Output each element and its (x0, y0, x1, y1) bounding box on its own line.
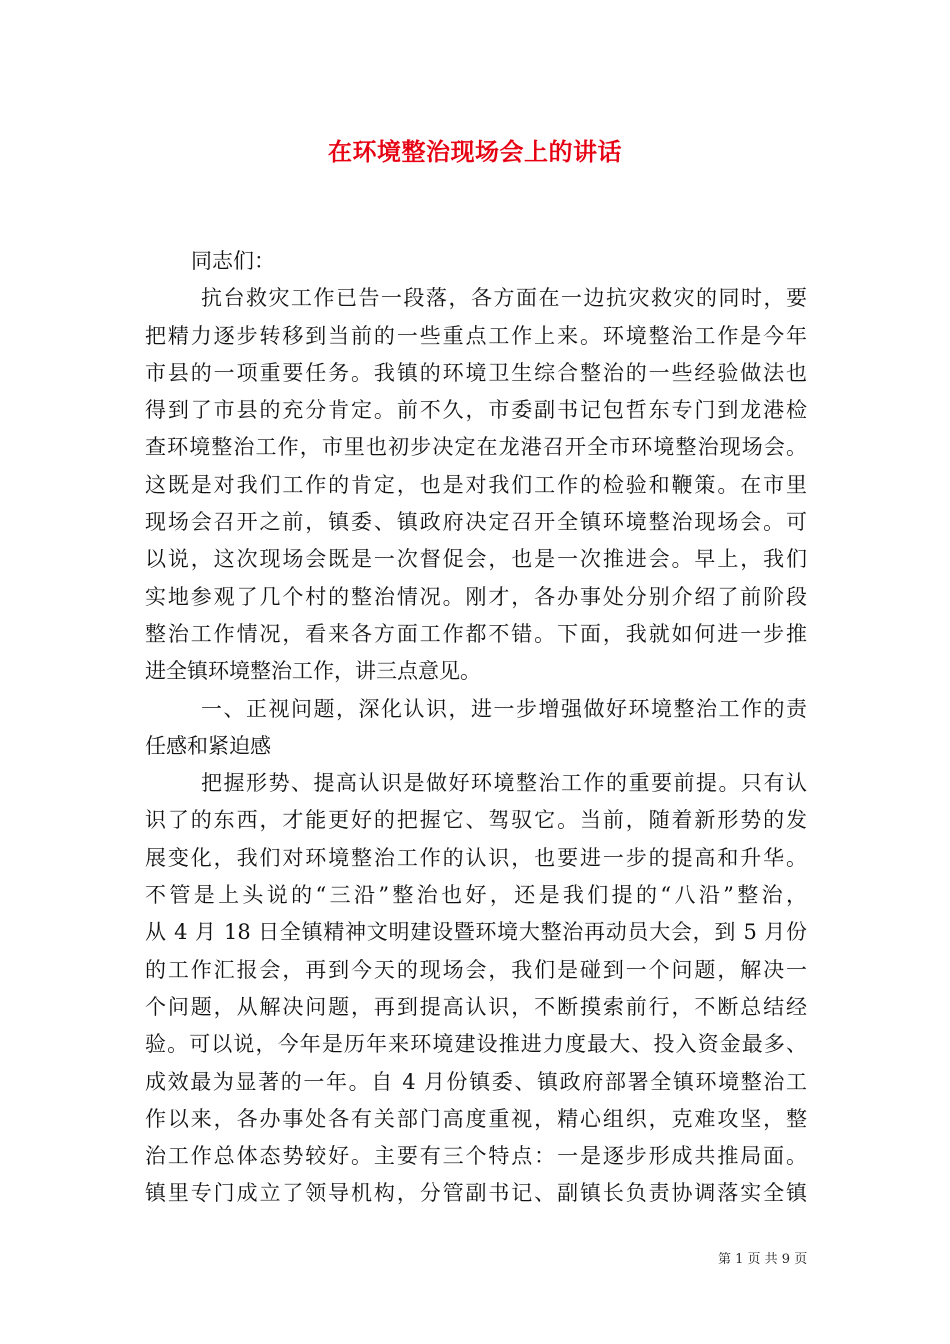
paragraph-line: 不管是上头说的“三沿”整治也好，还是我们提的“八沿”整治， (145, 883, 807, 908)
paragraph-line: 把握形势、提高认识是做好环境整治工作的重要前提。只有认 (201, 771, 807, 796)
paragraph-line: 整治工作情况，看来各方面工作都不错。下面，我就如何进一步推 (145, 621, 807, 646)
paragraph-line: 以说，这次现场会既是一次督促会，也是一次推进会。早上，我们 (145, 547, 807, 572)
paragraph-line: 现场会召开之前，镇委、镇政府决定召开全镇环境整治现场会。可 (145, 510, 807, 535)
paragraph-line: 的工作汇报会，再到今天的现场会，我们是碰到一个问题，解决一 (145, 957, 807, 982)
section-heading: 任感和紧迫感 (145, 733, 271, 758)
paragraph-line: 作以来，各办事处各有关部门高度重视，精心组织，克难攻坚，整 (145, 1106, 807, 1131)
paragraph-line: 实地参观了几个村的整治情况。刚才，各办事处分别介绍了前阶段 (145, 584, 807, 609)
paragraph-line: 抗台救灾工作已告一段落，各方面在一边抗灾救灾的同时，要 (201, 286, 807, 311)
paragraph-line: 验。可以说，今年是历年来环境建设推进力度最大、投入资金最多、 (145, 1032, 807, 1057)
paragraph-line: 展变化，我们对环境整治工作的认识，也要进一步的提高和升华。 (145, 845, 807, 870)
paragraph-line: 识了的东西，才能更好的把握它、驾驭它。当前，随着新形势的发 (145, 808, 807, 833)
paragraph-line: 把精力逐步转移到当前的一些重点工作上来。环境整治工作是今年 (145, 323, 807, 348)
paragraph-line: 得到了市县的充分肯定。前不久，市委副书记包哲东专门到龙港检 (145, 398, 807, 423)
paragraph-line: 治工作总体态势较好。主要有三个特点：一是逐步形成共推局面。 (145, 1144, 807, 1169)
paragraph-line: 这既是对我们工作的肯定，也是对我们工作的检验和鞭策。在市里 (145, 472, 807, 497)
paragraph-line: 进全镇环境整治工作，讲三点意见。 (145, 659, 481, 684)
paragraph-line: 个问题，从解决问题，再到提高认识，不断摸索前行，不断总结经 (145, 994, 807, 1019)
document-body (145, 243, 807, 1213)
paragraph-line: 从 4 月 18 日全镇精神文明建设暨环境大整治再动员大会，到 5 月份 (145, 920, 807, 945)
paragraph-line: 市县的一项重要任务。我镇的环境卫生综合整治的一些经验做法也 (145, 360, 807, 385)
paragraph-line: 镇里专门成立了领导机构，分管副书记、副镇长负责协调落实全镇 (145, 1181, 807, 1206)
section-heading: 一、正视问题，深化认识，进一步增强做好环境整治工作的责 (201, 696, 807, 721)
paragraph-line: 查环境整治工作，市里也初步决定在龙港召开全市环境整治现场会。 (145, 435, 807, 460)
document-title: 在环境整治现场会上的讲话 (328, 137, 622, 166)
page-number: 第 1 页 共 9 页 (718, 1252, 808, 1267)
paragraph-line: 成效最为显著的一年。自 4 月份镇委、镇政府部署全镇环境整治工 (145, 1069, 807, 1094)
salutation: 同志们： (191, 249, 275, 273)
